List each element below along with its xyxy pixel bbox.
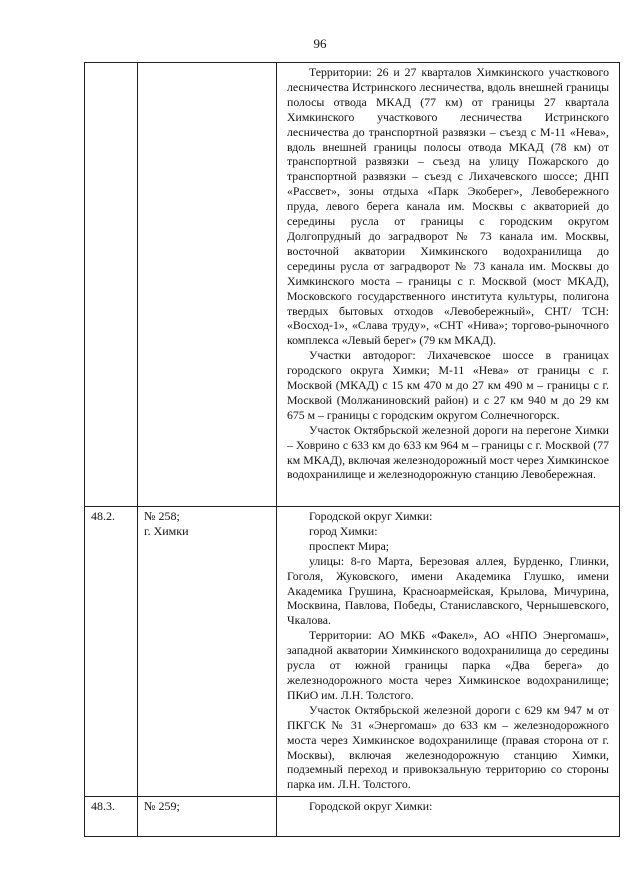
row-number-cell: [85, 63, 138, 507]
district-id: № 258;: [144, 509, 180, 523]
railway-section-paragraph: Участок Октябрьской железной дороги на перегоне Химки – Ховрино с 633 км до 633 км 964 м – границы с г. Москвой (77 км МКАД), включая железнодорожный мост через Химкинское водохранилище и железнодорожную станцию Левобережная.: [287, 422, 609, 482]
streets-paragraph: улицы: 8-го Марта, Березовая аллея, Бурденко, Глинки, Гоголя, Жуковского, имени Академика Глушко, имени Академика Грушина, Красноармейская, Крылова, Мичурина, Москвина, Павлова, Победы, Станиславского, Чернышевского, Чкалова.: [287, 553, 609, 628]
row-number-cell: [85, 507, 138, 797]
municipality-heading: Городской округ Химки:: [309, 509, 433, 523]
district-id: № 259;: [144, 799, 180, 814]
page-number: 96: [313, 36, 327, 51]
territory-description-cell: [277, 507, 620, 797]
municipality-heading: Городской округ Химки:: [309, 799, 433, 814]
district-id-cell: [138, 63, 277, 507]
row-number: [85, 63, 137, 65]
avenue-line: проспект Мира;: [309, 538, 390, 553]
territory-paragraph: Территории: 26 и 27 кварталов Химкинского участкового лесничества Истринского лесничества, вдоль внешней границы полосы отвода МКАД (77 км) от границы 27 квартала Химкинского участкового лесничества Истринского лесничества до транспортной развязки – съезд с М-11 «Нева», вдоль внешней границы полосы отвода МКАД (78 км) от транспортной развязки – съезд на улицу Пожарского до транспортной развязки – съезд с Лихачевского шоссе; ДНП «Рассвет», зоны отдыха «Парк Экоберег», Левобережного пруда, левого берега канала им. Москвы с акваторией до середины русла от границы с городским округом Долгопрудный до заградворот № 73 канала им. Москвы, восточной акватории Химкинского водохранилища до середины русла от заградворот № 73 канала им. Москвы до Химкинского моста – границы с г. Москвой (мост МКАД), Московского государственного института культуры, полигона твердых бытовых отходов «Левобережный», СНТ/ ТСН: «Восход-1», «Слава труду», «СНТ «Нива»; торгово-рыночного комплекса «Левый берег» (79 км МКАД).: [287, 65, 609, 348]
railway-section-paragraph: Участок Октябрьской железной дороги с 629 км 947 м от ПКГСК № 31 «Энергомаш» до 633 км – железнодорожного моста через Химкинское водохранилище (правая сторона от г. Москвы), включая железнодорожную станцию Химки, подземный переход и привокзальную территорию со стороны парка им. Л.Н. Толстого.: [287, 702, 609, 792]
row-number: 48.2.: [91, 509, 115, 523]
territory-paragraph: Территории: АО МКБ «Факел», АО «НПО Энергомаш», западной акватории Химкинского водохранилища до середины русла от южной границы парка «Два берега» до железнодорожного моста через Химкинское водохранилище; ПКиО им. Л.Н. Толстого.: [287, 628, 609, 702]
district-id-cell: [138, 507, 277, 797]
territory-description-cell: [277, 63, 620, 507]
table-row: [85, 63, 620, 507]
district-table: [84, 62, 620, 837]
city-heading: город Химки:: [309, 523, 378, 538]
row-number: 48.3.: [91, 799, 115, 814]
district-city: г. Химки: [144, 523, 189, 538]
district-id-cell: [138, 797, 277, 837]
table-row: [85, 797, 620, 837]
territory-description-cell: [277, 797, 620, 837]
row-number-cell: [85, 797, 138, 837]
road-sections-paragraph: Участки автодорог: Лихачевское шоссе в границах городского округа Химки; М-11 «Нева» от границы с г. Москвой (МКАД) с 15 км 470 м до 27 км 490 м – границы с г. Москвой (Молжаниновский район) и с 27 км 940 м до 29 км 675 м – границы с городским округом Солнечногорск.: [287, 348, 609, 422]
table-row: [85, 507, 620, 797]
